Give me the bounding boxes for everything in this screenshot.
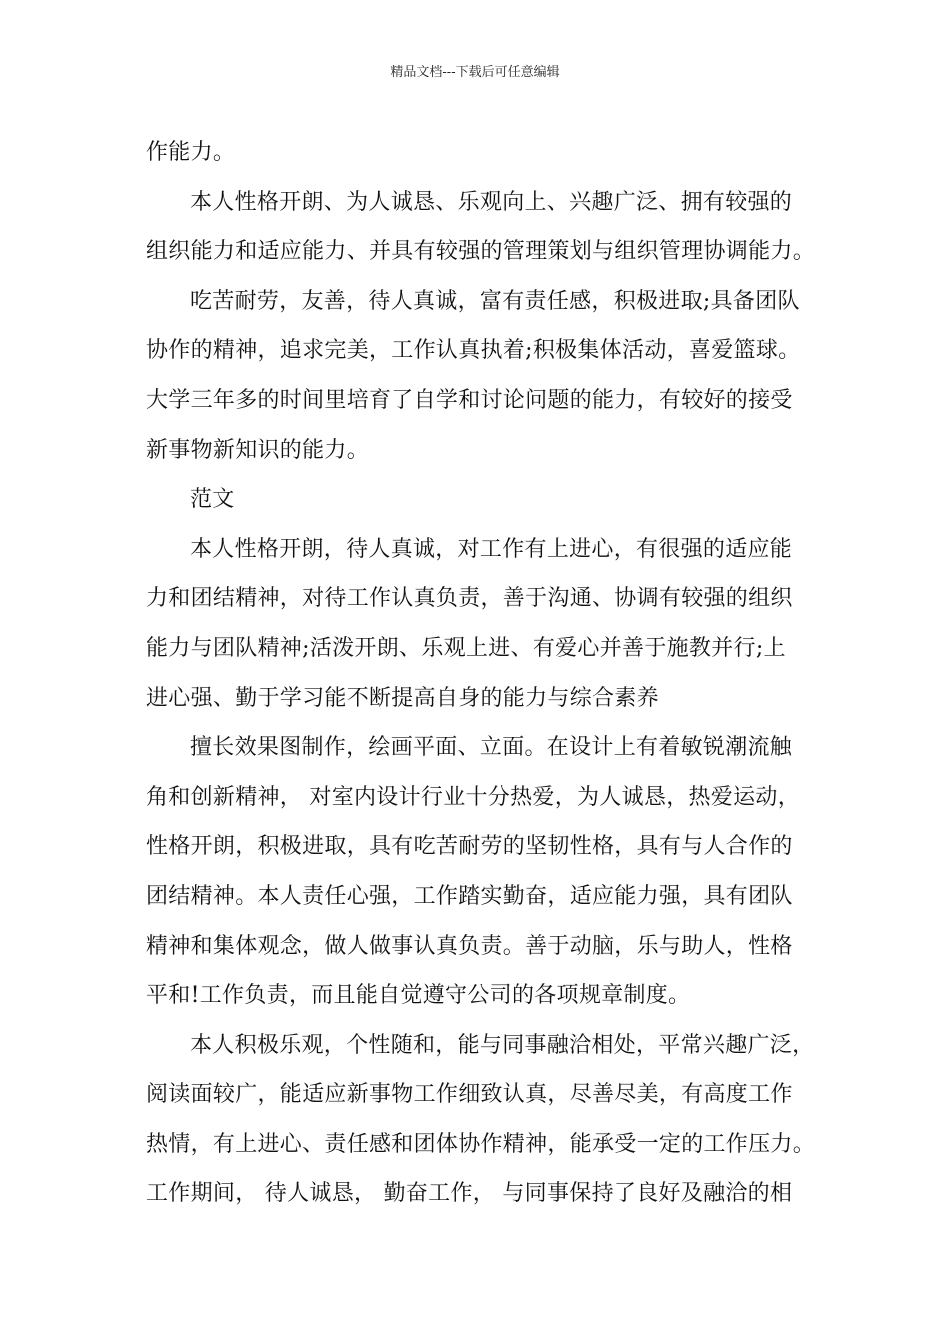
- section-heading: 范文: [190, 487, 235, 513]
- text-line: 新事物新知识的能力。: [146, 437, 370, 463]
- text-line: 工作期间， 待人诚恳， 勤奋工作， 与同事保持了良好及融洽的相: [146, 1181, 793, 1207]
- text-line: 能力与团队精神;活泼开朗、乐观上进、有爱心并善于施教并行;上: [146, 635, 786, 661]
- text-line: 热情，有上进心、责任感和团体协作精神，能承受一定的工作压力。: [146, 1131, 816, 1157]
- page-header: 精品文档---下载后可任意编辑: [390, 65, 560, 80]
- text-line: 擅长效果图制作，绘画平面、立面。在设计上有着敏锐潮流触: [190, 735, 793, 761]
- text-line: 力和团结精神，对待工作认真负责，善于沟通、协调有较强的组织: [146, 586, 793, 612]
- text-line: 精神和集体观念，做人做事认真负责。善于动脑，乐与助人，性格: [146, 933, 793, 959]
- text-line: 进心强、勤于学习能不断提高自身的能力与综合素养: [146, 685, 659, 711]
- text-line: 团结精神。本人责任心强，工作踏实勤奋，适应能力强，具有团队: [146, 883, 793, 909]
- text-line: 协作的精神，追求完美，工作认真执着;积极集体活动，喜爱篮球。: [146, 338, 801, 364]
- text-line: 本人性格开朗、为人诚恳、乐观向上、兴趣广泛、拥有较强的: [190, 189, 793, 215]
- text-line: 组织能力和适应能力、并具有较强的管理策划与组织管理协调能力。: [146, 239, 816, 265]
- text-line: 本人性格开朗，待人真诚，对工作有上进心，有很强的适应能: [190, 536, 793, 562]
- text-line: 角和创新精神， 对室内设计行业十分热爱，为人诚恳，热爱运动，: [146, 784, 800, 810]
- text-line: 吃苦耐劳，友善，待人真诚，富有责任感，积极进取;具备团队: [190, 288, 800, 314]
- text-line: 性格开朗，积极进取，具有吃苦耐劳的坚韧性格，具有与人合作的: [146, 834, 793, 860]
- document-body: [146, 128, 816, 1219]
- text-line: 阅读面较广，能适应新事物工作细致认真，尽善尽美，有高度工作: [146, 1082, 793, 1108]
- text-line: 大学三年多的时间里培育了自学和讨论问题的能力，有较好的接受: [146, 387, 793, 413]
- text-line: 本人积极乐观，个性随和，能与同事融洽相处，平常兴趣广泛，: [190, 1032, 815, 1058]
- text-line: 平和!工作负责，而且能自觉遵守公司的各项规章制度。: [146, 983, 691, 1009]
- text-line: 作能力。: [146, 140, 236, 165]
